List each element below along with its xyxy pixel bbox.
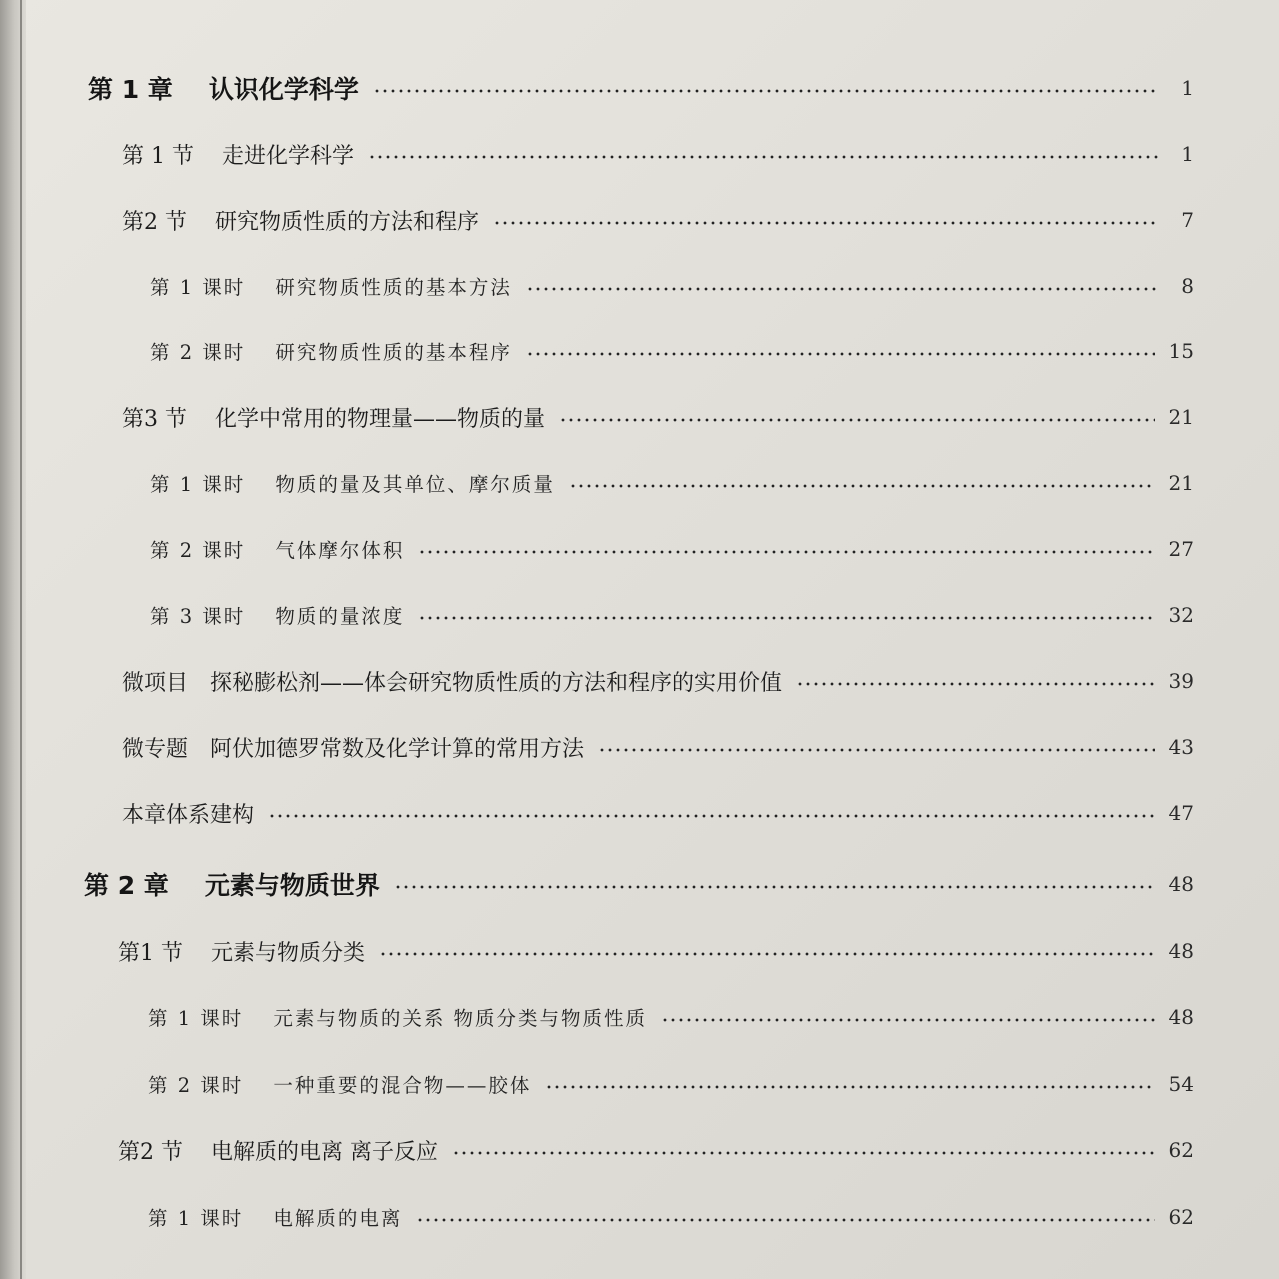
entry-title: 研究物质性质的基本方法: [275, 276, 512, 299]
entry-number: 本章体系建构: [122, 802, 255, 828]
entry-title: 一种重要的混合物——胶体: [273, 1074, 532, 1097]
entry-number: 微项目: [122, 670, 189, 696]
dot-leader: [373, 89, 1158, 93]
dot-leader: [661, 1018, 1155, 1022]
dot-leader: [598, 748, 1155, 752]
page-number: 47: [1168, 801, 1194, 825]
dot-leader: [368, 155, 1158, 159]
entry-number: 第 1 课时: [150, 473, 246, 496]
entry-title: 元素与物质世界: [204, 871, 380, 900]
toc-entry: [150, 595, 1194, 635]
page-number: 48: [1168, 872, 1194, 896]
entry-number: 微专题: [122, 736, 189, 762]
page-number: 54: [1168, 1072, 1194, 1096]
entry-title: 研究物质性质的基本程序: [275, 341, 512, 364]
page-number: 21: [1168, 405, 1194, 429]
toc-entry: [150, 331, 1194, 371]
toc-entry: [118, 1130, 1194, 1170]
entry-number: 第2 节: [118, 1139, 183, 1165]
page-number: 1: [1181, 142, 1194, 166]
page-number: 39: [1168, 669, 1194, 693]
entry-number: 第 1 课时: [150, 276, 246, 299]
page-number: 8: [1181, 274, 1194, 298]
entry-number: 第2 节: [122, 209, 187, 235]
toc-entry: [150, 463, 1194, 503]
dot-leader: [559, 418, 1155, 422]
page-number: 43: [1168, 735, 1194, 759]
entry-number: 第 2 课时: [148, 1074, 244, 1097]
entry-number: 第 1 课时: [148, 1007, 244, 1030]
page-number: 62: [1168, 1205, 1194, 1229]
entry-title: 阿伏加德罗常数及化学计算的常用方法: [210, 736, 585, 762]
entry-title: 化学中常用的物理量——物质的量: [215, 406, 546, 432]
entry-title: 研究物质性质的方法和程序: [215, 209, 480, 235]
entry-number: 第 3 课时: [150, 605, 246, 628]
entry-number: 第1 节: [118, 940, 183, 966]
dot-leader: [418, 550, 1154, 554]
dot-leader: [418, 616, 1154, 620]
entry-title: 走进化学科学: [221, 143, 354, 169]
page-number: 15: [1168, 339, 1194, 363]
entry-number: 第 1 章: [88, 75, 173, 104]
dot-leader: [545, 1085, 1154, 1089]
dot-leader: [452, 1151, 1155, 1155]
toc-entry: [148, 997, 1194, 1037]
toc-entry: [122, 200, 1194, 240]
dot-leader: [526, 287, 1158, 291]
dot-leader: [416, 1218, 1154, 1222]
dot-leader: [526, 352, 1155, 356]
toc-entry: [148, 1064, 1194, 1104]
entry-number: 第 1 节: [122, 143, 194, 169]
entry-title: 元素与物质的关系 物质分类与物质性质: [273, 1007, 648, 1030]
entry-title: 元素与物质分类: [211, 940, 366, 966]
toc-entry: [118, 931, 1194, 971]
toc-entry: [122, 134, 1194, 174]
dot-leader: [379, 952, 1155, 956]
dot-leader: [493, 221, 1158, 225]
entry-title: 气体摩尔体积: [275, 539, 405, 562]
toc-entry: [150, 266, 1194, 306]
page-number: 48: [1168, 1005, 1194, 1029]
page-number: 7: [1181, 208, 1194, 232]
toc-entry: [122, 727, 1194, 767]
entry-title: 认识化学科学: [208, 75, 359, 104]
dot-leader: [394, 885, 1155, 889]
page-number: 48: [1168, 939, 1194, 963]
entry-title: 探秘膨松剂——体会研究物质性质的方法和程序的实用价值: [210, 670, 783, 696]
toc-entry: [84, 864, 1194, 904]
entry-title: 电解质的电离 离子反应: [211, 1139, 438, 1165]
dot-leader: [569, 484, 1155, 488]
toc-entry: [148, 1197, 1194, 1237]
entry-number: 第 1 课时: [148, 1207, 244, 1230]
entry-number: 第 2 课时: [150, 341, 246, 364]
page-number: 32: [1168, 603, 1194, 627]
toc-entry: [122, 661, 1194, 701]
dot-leader: [268, 814, 1155, 818]
toc-entry: [122, 793, 1194, 833]
toc-entry: [150, 529, 1194, 569]
entry-title: 物质的量及其单位、摩尔质量: [275, 473, 555, 496]
page-number: 21: [1168, 471, 1194, 495]
entry-number: 第 2 章: [84, 871, 169, 900]
page-number: 27: [1168, 537, 1194, 561]
entry-number: 第 2 课时: [150, 539, 246, 562]
toc-entry: [88, 68, 1194, 108]
entry-number: 第3 节: [122, 406, 187, 432]
entry-title: 电解质的电离: [273, 1207, 403, 1230]
entry-title: 物质的量浓度: [275, 605, 405, 628]
page-number: 1: [1181, 76, 1194, 100]
page-number: 62: [1168, 1138, 1194, 1162]
dot-leader: [796, 682, 1155, 686]
toc-entry: [122, 397, 1194, 437]
